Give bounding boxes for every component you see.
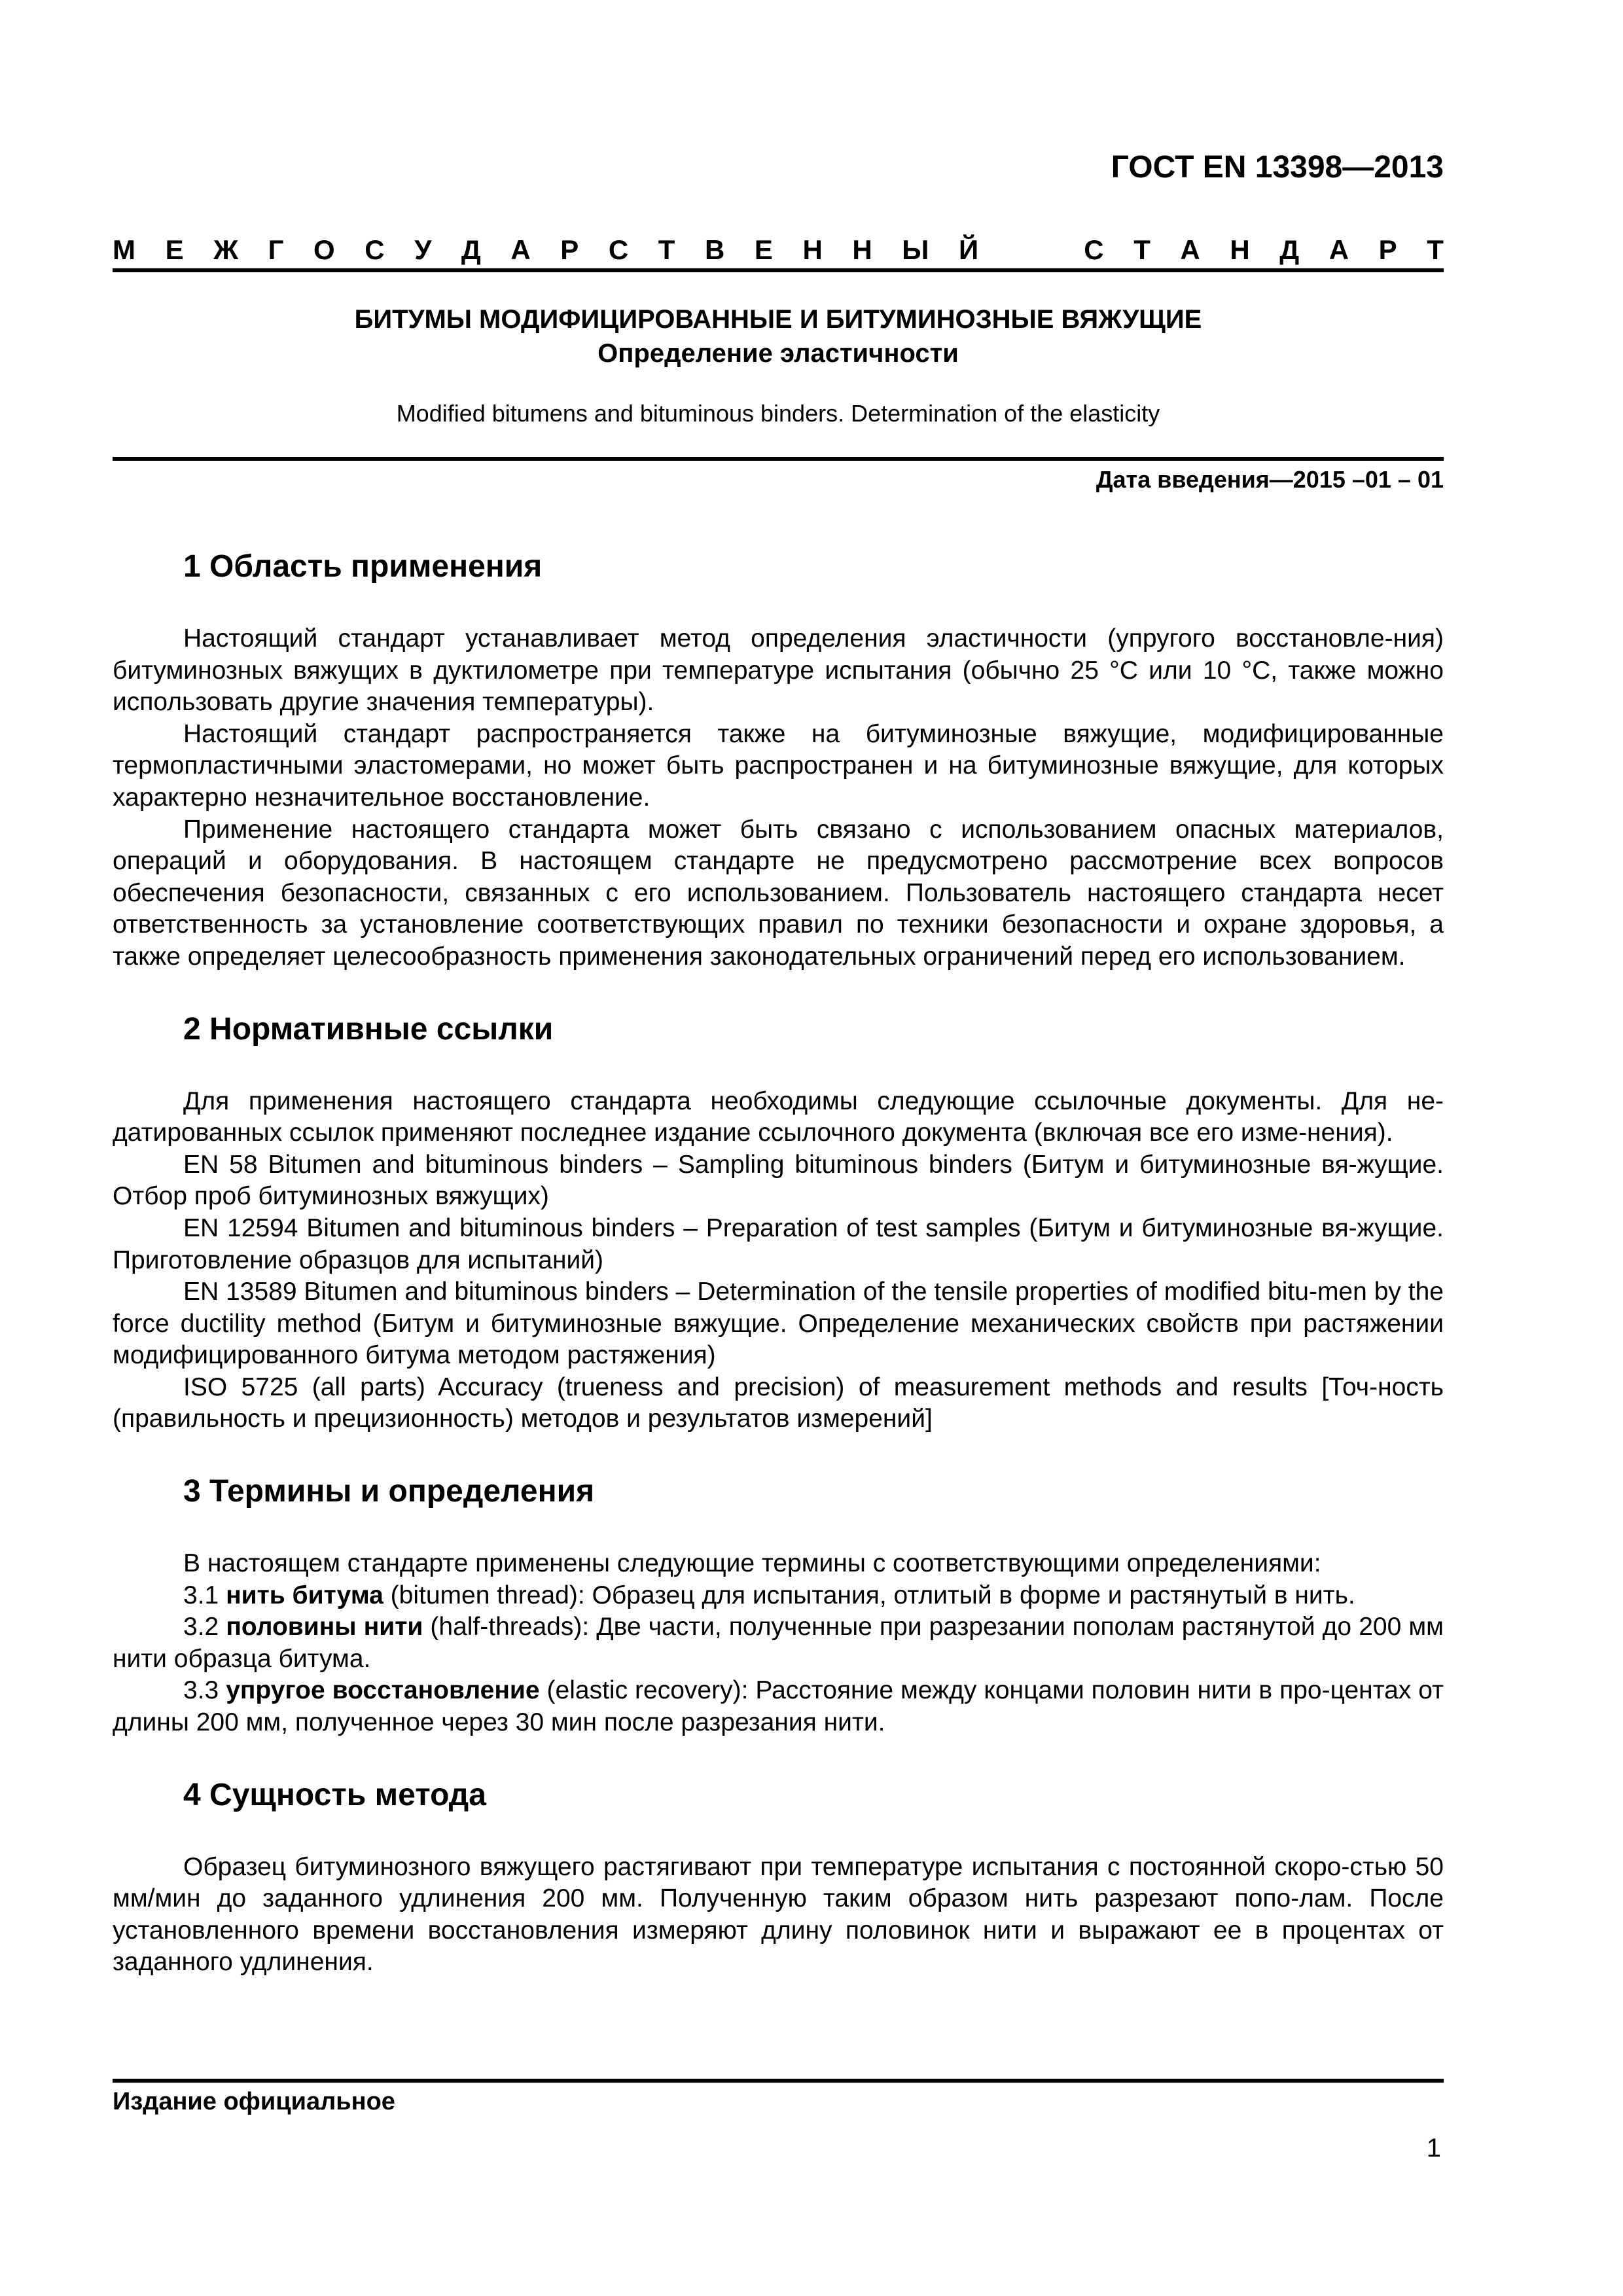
banner-letter: Н [1230, 234, 1250, 265]
banner-letter: У [414, 234, 432, 265]
banner-letter: Е [165, 234, 184, 265]
banner-letter: Е [754, 234, 773, 265]
reference-item: EN 58 Bitumen and bituminous binders – Sampling bituminous binders (Битум и битуминозные вя-жущие. Отбор проб битуминозных вяжущих) [113, 1150, 1444, 1211]
banner-letter: С [608, 234, 629, 265]
section-heading: 3 Термины и определения [183, 1474, 595, 1509]
section-normative-references [113, 1010, 1444, 1436]
banner-letter: А [1180, 234, 1200, 265]
term-number: 3.2 [183, 1613, 226, 1641]
official-edition-label: Издание официальное [113, 2088, 395, 2115]
reference-item: EN 12594 Bitumen and bituminous binders – Preparation of test samples (Битум и битуминозные вя-жущие. Приготовление образцов для испытаний) [113, 1213, 1444, 1274]
paragraph: В настоящем стандарте применены следующие термины с соответствующими определениями: [183, 1549, 1321, 1578]
english-title: Modified bitumens and bituminous binders. Determination of the elasticity [396, 400, 1160, 427]
page-number: 1 [1426, 2134, 1441, 2162]
term-number: 3.1 [183, 1581, 226, 1609]
section-method-principle [113, 1776, 1444, 1979]
section-heading: 4 Сущность метода [183, 1777, 486, 1812]
term-text: (half-threads): Две части, полученные при разрезании пополам растянутой до 200 мм нити образца битума. [113, 1613, 1444, 1673]
reference-item: EN 13589 Bitumen and bituminous binders – Determination of the tensile properties of modified bitu-men by the force ductility method (Битум и битуминозные вяжущие. Определение механических свойств при растяжении модифицированного битума методом растяжения) [113, 1278, 1444, 1370]
banner-letter: С [365, 234, 385, 265]
banner-letter: А [510, 234, 531, 265]
title-divider [113, 457, 1444, 461]
term-text: (elastic recovery): Расстояние между концами половин нити в про-центах от длины 200 мм, полученное через 30 мин после разрезания нити. [113, 1676, 1444, 1737]
paragraph: Для применения настоящего стандарта необходимы следующие ссылочные документы. Для не-датированных ссылок применяют последнее издание ссылочного документа (включая все его изме-нения). [113, 1086, 1444, 1147]
term-name: упругое восстановление [226, 1676, 540, 1705]
term-definition [113, 1611, 1444, 1675]
document-subtitle: Определение эластичности [597, 339, 959, 368]
section-heading: 1 Область применения [183, 549, 543, 584]
paragraph: Применение настоящего стандарта может быть связано с использованием опасных материалов, операций и оборудования. В настоящем стандарте не предусмотрено рассмотрение всех вопросов обеспечения безопасности, связанных с его использованием. Пользователь настоящего стандарта несет ответственность за установление соответствующих правил по техники безопасности и охране здоровья, а также определяет целесообразность применения законодательных ограничений перед его использованием. [113, 815, 1444, 971]
banner-letter: С [1084, 234, 1104, 265]
document-title: БИТУМЫ МОДИФИЦИРОВАННЫЕ И БИТУМИНОЗНЫЕ ВЯЖУЩИЕ [354, 305, 1202, 334]
banner-letter: Т [1427, 234, 1444, 265]
banner-letter: О [313, 234, 335, 265]
paragraph: Образец битуминозного вяжущего растягивают при температуре испытания с постоянной скоро-стью 50 мм/мин до заданного удлинения 200 мм. Полученную таким образом нить разрезают попо-лам. После установленного времени восстановления измеряют длину половинок нити и выражают ее в процентах от заданного удлинения. [113, 1852, 1444, 1977]
term-text: (bitumen thread): Образец для испытания, отлитый в форме и растянутый в нить. [383, 1581, 1355, 1609]
banner-letter: А [1329, 234, 1349, 265]
banner-letter: Н [852, 234, 872, 265]
banner-gap [1008, 234, 1054, 266]
banner-letter: Й [958, 234, 979, 265]
banner-letter: Т [658, 234, 675, 265]
section-scope [113, 547, 1444, 973]
term-definition [113, 1580, 1444, 1612]
term-definition [113, 1675, 1444, 1738]
term-name: половины нити [226, 1613, 423, 1641]
banner-letter: Р [1378, 234, 1397, 265]
term-number: 3.3 [183, 1676, 226, 1705]
banner-letter: М [113, 234, 135, 265]
term-name: нить битума [226, 1581, 383, 1609]
introduction-date: Дата введения—2015 –01 – 01 [1096, 466, 1444, 493]
banner-letter: Г [268, 234, 284, 265]
footer-divider [113, 2079, 1444, 2083]
banner-letter: Ж [213, 234, 239, 265]
section-terms [113, 1472, 1444, 1739]
banner-letter: В [704, 234, 725, 265]
reference-item: ISO 5725 (all parts) Accuracy (trueness and precision) of measurement methods and results [Точ-ность (правильность и прецизионность) методов и результатов измерений] [113, 1372, 1444, 1433]
paragraph: Настоящий стандарт распространяется также на битуминозные вяжущие, модифицированные термопластичными эластомерами, но может быть распространен и на битуминозные вяжущие, для которых характерно незначительное восстановление. [113, 719, 1444, 812]
banner-letter: Д [1279, 234, 1300, 265]
section-heading: 2 Нормативные ссылки [183, 1011, 554, 1047]
document-code: ГОСТ EN 13398—2013 [1111, 150, 1444, 185]
banner-letter: Д [461, 234, 481, 265]
banner-letter: Т [1133, 234, 1150, 265]
paragraph: Настоящий стандарт устанавливает метод определения эластичности (упругого восстановле-ния) битуминозных вяжущих в дуктилометре при температуре испытания (обычно 25 °C или 10 °C, также можно использовать другие значения температуры). [113, 624, 1444, 717]
header-divider [113, 268, 1444, 272]
banner-letter: Ы [902, 234, 929, 265]
document-body [113, 547, 1444, 1979]
banner-letter: Р [560, 234, 579, 265]
standard-banner [113, 234, 1444, 266]
banner-letter: Н [802, 234, 823, 265]
